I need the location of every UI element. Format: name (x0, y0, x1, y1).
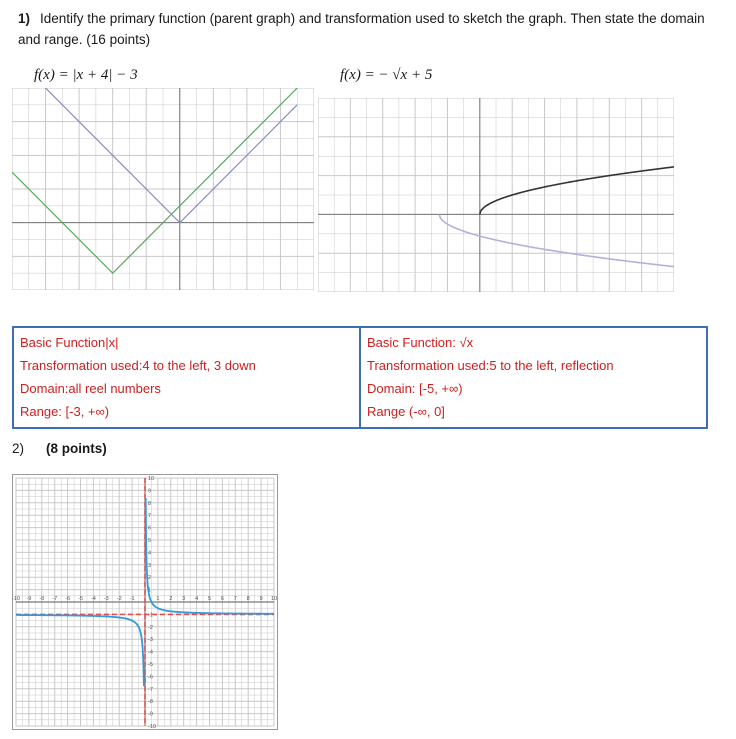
x-tick-label: -1 (129, 596, 135, 602)
question-2-points: (8 points) (46, 441, 107, 456)
x-tick-label: 2 (169, 596, 173, 602)
x-tick-label: 3 (182, 596, 186, 602)
y-tick-label: 4 (148, 550, 152, 557)
left-basic-function: Basic Function|x| (20, 335, 119, 350)
right-transformation: Transformation used:5 to the left, reflection (367, 358, 614, 373)
graph-absolute-value (12, 88, 314, 290)
answer-cell-left (13, 327, 360, 428)
left-transformation: Transformation used:4 to the left, 3 down (20, 358, 256, 373)
y-tick-label: 3 (148, 562, 152, 569)
y-tick-label: -6 (148, 674, 153, 681)
shifted-absolute-value-line (12, 88, 297, 273)
right-formula: f(x) = − √x + 5 (340, 67, 433, 83)
right-domain: Domain: [-5, +∞) (367, 381, 463, 396)
answer-table (12, 326, 708, 429)
y-tick-label: 10 (148, 476, 155, 482)
y-tick-label: 9 (148, 488, 152, 495)
x-tick-label: 10 (270, 596, 278, 602)
question-1-number: 1) (18, 11, 31, 26)
y-tick-label: -5 (148, 662, 153, 668)
reflected-sqrt-curve (439, 214, 674, 266)
y-tick-label: 2 (148, 575, 152, 582)
x-tick-label: 5 (207, 596, 212, 602)
x-tick-label: -5 (78, 596, 83, 602)
y-tick-label: 8 (148, 500, 152, 507)
x-tick-label: -3 (103, 596, 109, 602)
y-tick-label: -8 (148, 699, 153, 706)
left-formula: f(x) = |x + 4| − 3 (34, 67, 138, 83)
graph-hyperbola (12, 474, 278, 730)
question-1 (18, 8, 718, 50)
question-2-number: 2) (12, 441, 25, 456)
y-tick-label: 1 (148, 587, 152, 594)
question-1-text: Identify the primary function (parent graph) and transformation used to sketch the graph. Then state the domain and range. (16 points) (18, 11, 705, 47)
x-tick-label: 8 (246, 596, 250, 602)
x-tick-label: -9 (26, 596, 32, 602)
left-range: Range: [-3, +∞) (20, 404, 110, 419)
x-tick-label: 7 (233, 596, 237, 602)
y-tick-label: 7 (148, 513, 152, 520)
y-tick-label: -7 (148, 686, 153, 693)
y-tick-label: 6 (148, 525, 152, 532)
y-tick-label: 5 (148, 538, 152, 544)
left-domain: Domain:all reel numbers (20, 381, 161, 396)
x-tick-label: -4 (90, 596, 96, 602)
y-tick-label: -3 (148, 637, 153, 644)
x-tick-label: -10 (12, 596, 20, 602)
x-tick-label: -8 (39, 596, 45, 602)
y-tick-label: -4 (148, 649, 153, 656)
y-tick-label: -10 (148, 724, 156, 730)
x-tick-label: -2 (116, 596, 122, 602)
y-tick-label: -9 (148, 711, 153, 718)
question-2 (12, 441, 107, 456)
answer-cell-right (360, 327, 707, 428)
x-tick-label: 9 (259, 596, 263, 602)
x-tick-label: -6 (65, 596, 71, 602)
right-range: Range (-∞, 0] (367, 404, 445, 419)
right-basic-function: Basic Function: √x (367, 335, 474, 350)
x-tick-label: -7 (52, 596, 58, 602)
x-tick-label: 6 (220, 596, 224, 602)
y-tick-label: -2 (148, 624, 153, 631)
x-tick-label: 1 (156, 596, 160, 602)
graph-square-root (318, 98, 674, 292)
y-tick-label: -1 (148, 612, 153, 619)
x-tick-label: 4 (195, 596, 199, 602)
